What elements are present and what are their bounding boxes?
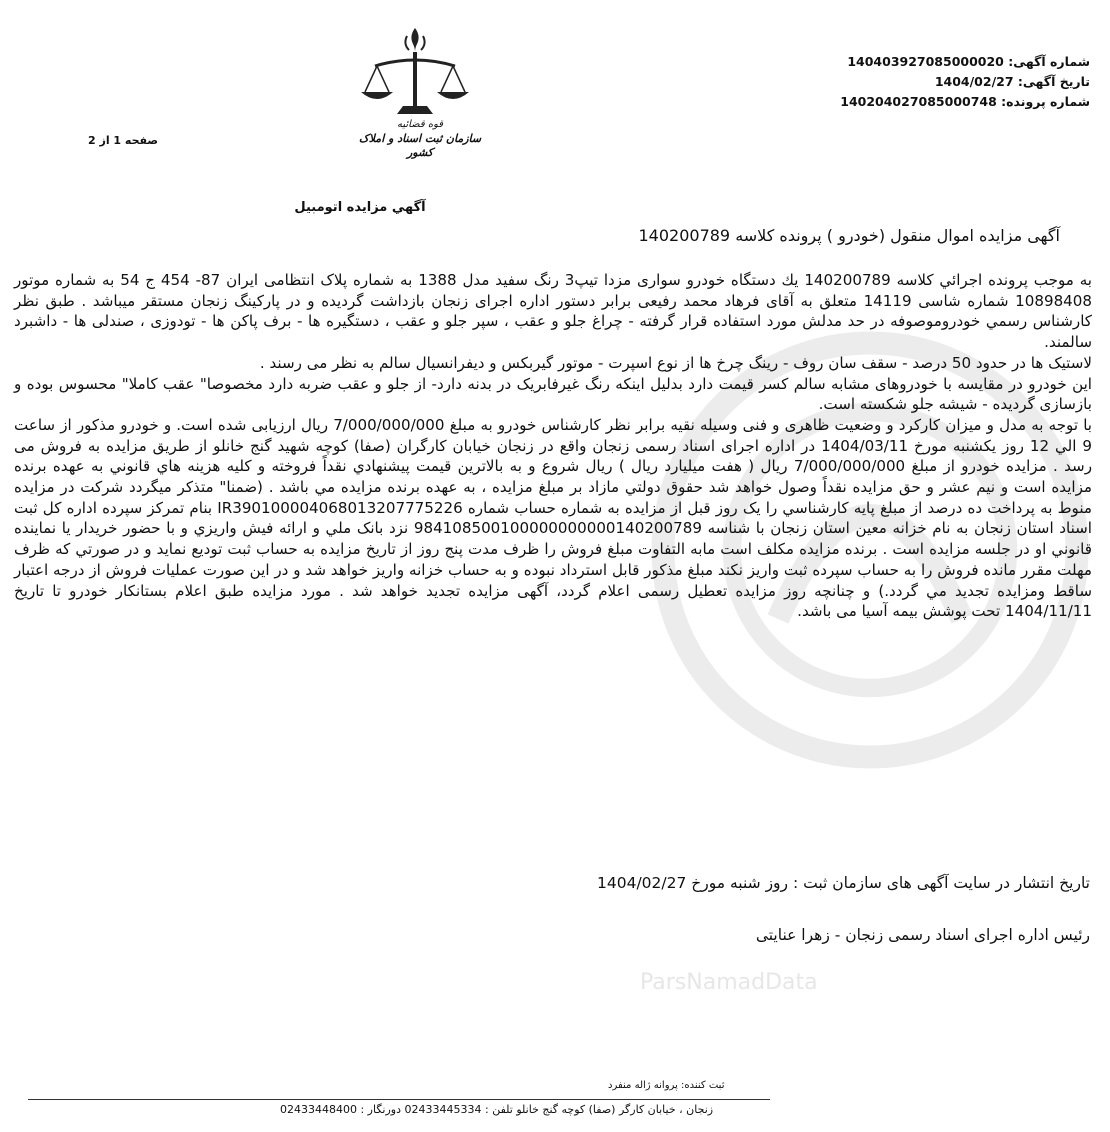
- page-subtitle: آگهی مزایده اموال منقول (خودرو ) پرونده کلاسه 140200789: [638, 226, 1060, 245]
- ad-date: 1404/02/27: [934, 74, 1014, 89]
- ad-date-label: تاریخ آگهی:: [1017, 74, 1090, 89]
- footer-address: زنجان ، خیابان کارگر (صفا) کوچه گنج خانلو تلفن : 02433445334 دورنگار : 02433448400: [280, 1103, 714, 1116]
- logo-top-text: قوه قضائیه: [396, 119, 444, 130]
- body-paragraph-vehicle: به موجب پرونده اجرائي كلاسه 140200789 يك دستگاه خودرو سواری مزدا تیپ3 رنگ سفید مدل 1388 به شماره پلاک انتظامی ایران 87- 454 ج 54 به شماره موتور 1089840​8 شماره شاسی 14119 متعلق به آقای فرهاد محمد رفیعی برابر دستور اداره اجرای زنجان بازداشت گردیده و در پارکینگ زنجان مستقر میباشد . طبق نظر کارشناس رسمي خودروموصوفه در حد مدلش مورد استفاده قرار گرفته - چراغ جلو و عقب ، سپر جلو و عقب ، دستگیره ها - برف پاکن ها - تودوزی ، صندلی ها - داشبرد سالمند.: [14, 271, 1092, 352]
- watermark-text: ParsNamadData: [640, 970, 818, 995]
- ad-meta: [730, 52, 1090, 112]
- file-number: 140204027085000748: [840, 94, 997, 109]
- file-number-row: [730, 92, 1090, 112]
- ad-date-row: [730, 72, 1090, 92]
- logo-org-text: سازمان ثبت اسناد و املاک کشور: [358, 132, 482, 159]
- registered-by-name: پروانه ژاله منفرد: [608, 1080, 678, 1091]
- body-paragraph-condition: این خودرو در مقایسه با خودروهای مشابه سالم کسر قیمت دارد بدلیل اینکه رنگ غیرفابریک در بدنه دارد- از جلو و عقب ضربه دارد مخصوصا" عقب کاملا" محسوس بوده و بازسازی گردیده - شیشه جلو شکسته است.: [14, 374, 1092, 414]
- ad-number-row: [730, 52, 1090, 72]
- logo-caption: [350, 118, 490, 160]
- publish-date-line: تاریخ انتشار در سایت آگهی های سازمان ثبت : روز شنبه مورخ 1404/02/27: [597, 874, 1090, 892]
- file-number-label: شماره پرونده:: [1001, 94, 1090, 109]
- registered-by-label: ثبت کننده:: [681, 1080, 725, 1091]
- page-number: صفحه 1 از 2: [88, 134, 159, 147]
- notice-body: [14, 270, 1092, 622]
- body-paragraph-auction-terms: با توجه به مدل و میزان کارکرد و وضعیت ظاهری و فنی وسیله نقیه برابر نظر کارشناس خودرو به مبلغ 7/000/000/000 ریال ارزیابی شده است. و خودرو مذکور از ساعت 9 الي 12 روز یکشنبه مورخ 1404/03/11 در اداره اجرای اسناد رسمی زنجان واقع در زنجان خیابان کارگران (صفا) کوچه شهید گنج خانلو از طریق مزایده به فروش می رسد . مزایده خودرو از مبلغ 7/000/000/000 ریال ( هفت میلیارد ریال ) ریال شروع و به بالاترين قيمت پيشنهادي نقداً فروخته و كليه هزينه هاي قانوني به عهده برنده مزايده است و نيم عشر و حق مزايده نقداً وصول خواهد شد حقوق دولتي مازاد بر مبلغ مزايده ، به عهده برنده مزايده مي باشد . (ضمنا" متذکر میگردد شرکت در مزايده منوط به پرداخت ده درصد از مبلغ پایه کارشناسي را یک روز قبل از مزايده به شماره حساب شماره IR390100004068013207775226 بنام تمرکز سپرده اداره کل ثبت اسناد استان زنجان به نام خزانه معين استان زنجان با شناسه 984108500100000000000140200789 نزد بانک ملي و ارائه فيش واريزي و با حضور خريدار يا نماينده قانوني او در جلسه مزايده است . برنده مزایده مکلف است مابه التفاوت مبلغ فروش را ظرف مدت پنج روز از تاریخ مزایده به حساب ثبت تودیع نماید و در صورتي كه ظرف مهلت مقرر مانده فروش را به حساب سپرده ثبت واريز نكند مبلغ مذكور قابل استرداد نبوده و به حساب خزانه واريز خواهد شد و در اين صورت عمليات فروش از درجه اعتبار ساقط ومزايده تجديد مي گردد.) و چنانچه روز مزایده تعطیل رسمی اعلام گردد، آگهی مزایده تجدید خواهد شد . مورد مزایده طبق اعلام بستانکار خودرو تا تاریخ 1404/11/11 تحت پوشش بیمه آسیا می باشد.: [14, 415, 1092, 621]
- signer-line: رئیس اداره اجرای اسناد رسمی زنجان - زهرا عنایتی: [755, 926, 1090, 944]
- body-paragraph-tires: لاستیک ها در حدود 50 درصد - سقف سان روف - رینگ چرخ ها از نوع اسپرت - موتور گیربکس و دیفرانسیال سالم به نظر می رسند .: [259, 353, 1092, 372]
- page-title: آگهي مزايده اتومبيل: [294, 200, 426, 215]
- ad-number-label: شماره آگهی:: [1008, 54, 1090, 69]
- registered-by: [608, 1080, 724, 1091]
- footer-divider: [28, 1099, 770, 1100]
- ad-number: 140403927085000020: [847, 54, 1004, 69]
